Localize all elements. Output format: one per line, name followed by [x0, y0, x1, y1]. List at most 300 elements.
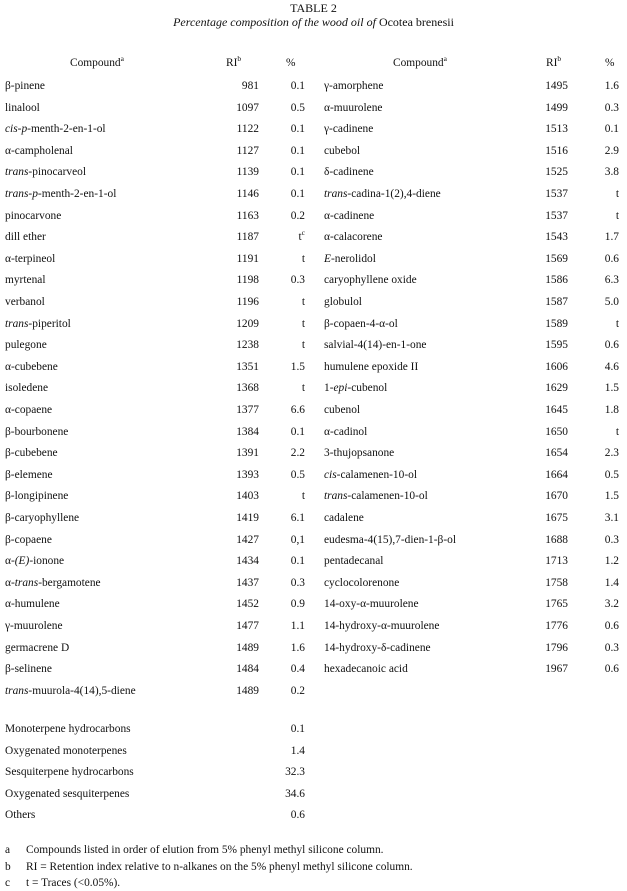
- retention-index: 1606: [545, 361, 568, 373]
- percentage-value: 0.3: [290, 577, 305, 589]
- retention-index: 1654: [545, 447, 568, 459]
- retention-index: 1586: [545, 274, 568, 286]
- percentage-value: 1.8: [604, 404, 619, 416]
- header-ri-right: $RI^b$: [546, 54, 562, 69]
- percentage: [265, 597, 305, 611]
- percentage-value: 0.6: [604, 620, 619, 632]
- percentage: [265, 619, 305, 633]
- retention-index: 1513: [545, 123, 568, 135]
- retention-index: 1537: [545, 188, 568, 200]
- retention-index: 1537: [545, 210, 568, 222]
- retention-index: 1403: [236, 490, 259, 502]
- compound-name-part: globulol: [324, 296, 362, 308]
- compound-name-part: α-: [5, 555, 15, 567]
- table-subtitle: [0, 15, 627, 30]
- compound-name-part: eudesma-4(15),7-dien-1-β-ol: [324, 534, 456, 546]
- percentage: [577, 295, 619, 309]
- compound-name: [5, 101, 40, 115]
- compound-name-italic: trans: [5, 166, 29, 178]
- percentage: [265, 295, 305, 309]
- compound-name: [5, 295, 45, 309]
- compound-name-part: β-elemene: [5, 469, 53, 481]
- compound-name: [5, 489, 68, 503]
- percentage: [265, 187, 305, 201]
- retention-index: 1525: [545, 166, 568, 178]
- compound-name-part: -pinocarveol: [28, 166, 86, 178]
- percentage-value: 2.3: [604, 447, 619, 459]
- compound-name-part: isoledene: [5, 382, 49, 394]
- percentage-value: t: [301, 318, 305, 330]
- percentage: [577, 511, 619, 525]
- compound-name-part: linalool: [5, 102, 40, 114]
- retention-index: 1569: [545, 253, 568, 265]
- retention-index: 1758: [545, 577, 568, 589]
- compound-name-italic: trans: [14, 577, 39, 589]
- percentage: [577, 252, 619, 266]
- percentage: [577, 641, 619, 655]
- compound-name-part: -piperitol: [28, 318, 71, 330]
- compound-name-part: germacrene D: [5, 642, 70, 654]
- percentage: [577, 360, 619, 374]
- percentage-value: 0.3: [290, 274, 305, 286]
- retention-index: 1368: [236, 382, 259, 394]
- compound-name: [324, 489, 428, 503]
- compound-name: [324, 338, 426, 352]
- compound-name: [324, 425, 367, 439]
- compound-name-italic: (E): [14, 555, 30, 567]
- compound-name-part: humulene epoxide II: [324, 361, 419, 373]
- compound-name: [324, 446, 394, 460]
- header-pct-right: %: [605, 57, 615, 69]
- compound-name-italic: cis-p: [5, 123, 28, 135]
- percentage-value: 0.2: [290, 685, 305, 697]
- percentage: [577, 187, 619, 201]
- percentage: [265, 446, 305, 460]
- percentage-value: 0.1: [290, 188, 305, 200]
- compound-name: [324, 554, 383, 568]
- retention-index: 1543: [545, 231, 568, 243]
- compound-name: [5, 662, 52, 676]
- subtitle-prefix: Percentage composition of the wood oil of: [173, 15, 376, 29]
- percentage: [265, 468, 305, 482]
- compound-name-italic: cis: [324, 469, 337, 481]
- retention-index: 1377: [236, 404, 259, 416]
- compound-name-part: 14-oxy-α-muurolene: [324, 598, 419, 610]
- percentage: [577, 619, 619, 633]
- percentage-value: 0.3: [604, 642, 619, 654]
- footnote-letter: c: [5, 877, 11, 889]
- compound-name: [324, 187, 441, 201]
- header-ri-left: $RI^b$: [226, 54, 242, 69]
- percentage-value: 0.3: [604, 102, 619, 114]
- percentage: [265, 273, 305, 287]
- summary-percentage: 1.4: [290, 745, 305, 757]
- compound-name-part: β-cubebene: [5, 447, 58, 459]
- compound-name-part: -nerolidol: [330, 253, 376, 265]
- percentage: [577, 101, 619, 115]
- percentage: [265, 165, 305, 179]
- percentage-value: 1.4: [604, 577, 619, 589]
- compound-name-part: 14-hydroxy-δ-cadinene: [324, 642, 431, 654]
- header-compound-right: Compound$^a$: [393, 54, 447, 69]
- compound-name-part: β-pinene: [5, 80, 45, 92]
- percentage-value: 0.5: [604, 469, 619, 481]
- retention-index: 1713: [545, 555, 568, 567]
- percentage: [577, 209, 619, 223]
- summary-percentage: 32.3: [285, 766, 305, 778]
- percentage: [265, 554, 305, 568]
- compound-name-part: β-copaen-4-α-ol: [324, 318, 398, 330]
- retention-index: 1489: [236, 685, 259, 697]
- compound-name-part: α-cadinol: [324, 426, 368, 438]
- subtitle-species: Ocotea brenesii: [378, 15, 454, 29]
- percentage: [265, 489, 305, 503]
- percentage-value: 0.1: [290, 555, 305, 567]
- percentage-value: 0.5: [290, 102, 305, 114]
- percentage-value: 6.1: [290, 512, 305, 524]
- retention-index: 981: [241, 80, 259, 92]
- percentage-value: 0.1: [290, 145, 305, 157]
- retention-index: 1675: [545, 512, 568, 524]
- compound-name-part: pentadecanal: [324, 555, 384, 567]
- percentage: [577, 122, 619, 136]
- compound-name: [5, 209, 61, 223]
- compound-name: [324, 317, 398, 331]
- compound-name: [5, 425, 68, 439]
- compound-name-part: α-terpineol: [5, 253, 56, 265]
- percentage: [265, 684, 305, 698]
- footnote-text: RI = Retention index relative to n-alkanes on the 5% phenyl methyl silicone column.: [26, 861, 413, 873]
- percentage-value: t: [301, 339, 305, 351]
- compound-name: [324, 597, 419, 611]
- compound-name: [324, 360, 418, 374]
- compound-name-part: β-copaene: [5, 534, 52, 546]
- compound-name: [5, 252, 55, 266]
- retention-index: 1595: [545, 339, 568, 351]
- compound-name: [324, 230, 382, 244]
- compound-name: [5, 317, 71, 331]
- retention-index: 1393: [236, 469, 259, 481]
- compound-name-part: verbanol: [5, 296, 45, 308]
- percentage-value: 3.8: [604, 166, 619, 178]
- percentage: [265, 230, 305, 244]
- percentage-value: 2.2: [290, 447, 305, 459]
- retention-index: 1187: [236, 231, 259, 243]
- percentage: [265, 144, 305, 158]
- compound-name-part: δ-cadinene: [324, 166, 374, 178]
- compound-name: [5, 273, 46, 287]
- compound-name-part: α-copaene: [5, 404, 53, 416]
- percentage-value: t: [301, 296, 305, 308]
- compound-name-part: α-muurolene: [324, 102, 383, 114]
- compound-name-italic: trans: [5, 318, 29, 330]
- compound-name-italic: E: [324, 253, 331, 265]
- compound-name-part: 14-hydroxy-α-muurolene: [324, 620, 440, 632]
- compound-name: [5, 122, 106, 136]
- retention-index: 1191: [236, 253, 259, 265]
- retention-index: 1484: [236, 663, 259, 675]
- percentage: [577, 381, 619, 395]
- percentage: [577, 468, 619, 482]
- footnote-text: Compounds listed in order of elution from 5% phenyl methyl silicone column.: [26, 844, 384, 856]
- percentage-value: 1.5: [604, 490, 619, 502]
- summary-percentage: 0.6: [290, 809, 305, 821]
- compound-name-part: cubebol: [324, 145, 361, 157]
- compound-name-italic: trans-p: [5, 188, 38, 200]
- retention-index: 1489: [236, 642, 259, 654]
- compound-name-part: -ionone: [29, 555, 65, 567]
- retention-index: 1122: [236, 123, 259, 135]
- percentage: [265, 360, 305, 374]
- footnote-marker: c: [301, 228, 305, 238]
- compound-name: [324, 641, 431, 655]
- table-title: TABLE 2: [290, 1, 337, 15]
- compound-name: [5, 533, 52, 547]
- percentage: [577, 230, 619, 244]
- retention-index: 1477: [236, 620, 259, 632]
- compound-name-italic: trans: [5, 685, 29, 697]
- retention-index: 1434: [236, 555, 259, 567]
- percentage: [577, 317, 619, 331]
- compound-name: [324, 79, 383, 93]
- percentage: [577, 576, 619, 590]
- compound-name: [5, 381, 48, 395]
- compound-name: [5, 403, 52, 417]
- retention-index: 1146: [236, 188, 259, 200]
- retention-index: 1650: [545, 426, 568, 438]
- compound-name: [5, 468, 53, 482]
- compound-name: [5, 684, 136, 698]
- compound-name-part: cadalene: [324, 512, 364, 524]
- compound-name: [5, 511, 79, 525]
- compound-name: [324, 468, 417, 482]
- summary-label: Others: [5, 809, 36, 821]
- percentage: [265, 662, 305, 676]
- retention-index: 1589: [545, 318, 568, 330]
- percentage-value: t: [301, 253, 305, 265]
- compound-name-part: -bergamotene: [38, 577, 101, 589]
- retention-index: 1196: [236, 296, 259, 308]
- percentage: [577, 597, 619, 611]
- compound-name-part: pinocarvone: [5, 210, 62, 222]
- percentage-value: 0.6: [604, 253, 619, 265]
- percentage: [265, 511, 305, 525]
- retention-index: 1452: [236, 598, 259, 610]
- retention-index: 1097: [236, 102, 259, 114]
- compound-name-part: α-: [5, 577, 15, 589]
- footnote-text: t = Traces (<0.05%).: [26, 877, 121, 889]
- percentage: [577, 554, 619, 568]
- percentage: [577, 273, 619, 287]
- compound-name-part: α-humulene: [5, 598, 60, 610]
- retention-index: 1495: [545, 80, 568, 92]
- percentage: [577, 403, 619, 417]
- percentage: [265, 403, 305, 417]
- compound-name-part: β-longipinene: [5, 490, 69, 502]
- summary-percentage: 34.6: [285, 788, 305, 800]
- retention-index: 1198: [236, 274, 259, 286]
- percentage-value: 4.6: [604, 361, 619, 373]
- percentage: [577, 144, 619, 158]
- compound-name-part: β-caryophyllene: [5, 512, 80, 524]
- compound-name: [5, 446, 58, 460]
- compound-name: [5, 144, 73, 158]
- retention-index: 1139: [236, 166, 259, 178]
- retention-index: 1163: [236, 210, 259, 222]
- percentage-value: 6.6: [290, 404, 305, 416]
- percentage-value: 0.1: [290, 80, 305, 92]
- percentage-value: 0.2: [290, 210, 305, 222]
- percentage: [577, 425, 619, 439]
- compound-name: [324, 511, 364, 525]
- retention-index: 1516: [545, 145, 568, 157]
- compound-name-part: cyclocolorenone: [324, 577, 400, 589]
- percentage-value: 0.1: [290, 166, 305, 178]
- percentage: [265, 209, 305, 223]
- percentage-value: t: [298, 231, 302, 243]
- summary-percentage: 0.1: [290, 723, 305, 735]
- percentage-value: 0.1: [290, 123, 305, 135]
- percentage-value: 1.7: [604, 231, 619, 243]
- compound-name: [324, 403, 360, 417]
- compound-name: [324, 101, 382, 115]
- percentage-value: 2.9: [604, 145, 619, 157]
- compound-name-part: pulegone: [5, 339, 47, 351]
- header-compound-left: Compound$^a$: [70, 54, 124, 69]
- percentage-value: 0,1: [290, 534, 305, 546]
- percentage: [577, 165, 619, 179]
- compound-name: [5, 165, 86, 179]
- retention-index: 1351: [236, 361, 259, 373]
- percentage-value: 1.5: [604, 382, 619, 394]
- summary-label: Oxygenated monoterpenes: [5, 745, 127, 757]
- compound-name: [324, 273, 417, 287]
- summary-label: Sesquiterpene hydrocarbons: [5, 766, 134, 778]
- percentage-value: 0.4: [290, 663, 305, 675]
- compound-name: [5, 230, 46, 244]
- compound-name-part: γ-cadinene: [324, 123, 374, 135]
- compound-name-italic: trans: [324, 490, 348, 502]
- percentage-value: 5.0: [604, 296, 619, 308]
- percentage: [577, 662, 619, 676]
- percentage-value: 1.5: [290, 361, 305, 373]
- percentage-value: t: [615, 426, 619, 438]
- compound-name-part: cubenol: [324, 404, 361, 416]
- compound-name-part: myrtenal: [5, 274, 46, 286]
- compound-name-part: hexadecanoic acid: [324, 663, 408, 675]
- percentage: [265, 425, 305, 439]
- compound-name: [5, 641, 69, 655]
- compound-name-part: caryophyllene oxide: [324, 274, 417, 286]
- percentage: [265, 252, 305, 266]
- percentage-value: t: [615, 210, 619, 222]
- compound-name: [5, 576, 101, 590]
- compound-name-italic: epi: [333, 382, 348, 394]
- compound-name-part: α-campholenal: [5, 145, 73, 157]
- percentage: [265, 317, 305, 331]
- retention-index: 1688: [545, 534, 568, 546]
- percentage-value: 0.3: [604, 534, 619, 546]
- retention-index: 1967: [545, 663, 568, 675]
- percentage-value: 1.1: [290, 620, 305, 632]
- percentage-value: 1.2: [604, 555, 619, 567]
- retention-index: 1238: [236, 339, 259, 351]
- percentage-value: 3.2: [604, 598, 619, 610]
- compound-name-part: γ-muurolene: [5, 620, 63, 632]
- percentage: [577, 533, 619, 547]
- percentage-value: 6.3: [604, 274, 619, 286]
- percentage: [265, 122, 305, 136]
- retention-index: 1796: [545, 642, 568, 654]
- percentage-value: 0.1: [290, 426, 305, 438]
- compound-name: [5, 619, 63, 633]
- percentage-value: 0.1: [604, 123, 619, 135]
- compound-name-part: 1-: [324, 382, 334, 394]
- compound-name: [324, 662, 408, 676]
- retention-index: 1587: [545, 296, 568, 308]
- compound-name: [324, 122, 373, 136]
- percentage-value: 0.6: [604, 663, 619, 675]
- compound-name-part: -calamenen-10-ol: [336, 469, 417, 481]
- retention-index: 1645: [545, 404, 568, 416]
- compound-name-part: 3-thujopsanone: [324, 447, 395, 459]
- compound-name-part: γ-amorphene: [324, 80, 384, 92]
- percentage: [265, 381, 305, 395]
- percentage-value: 3.1: [604, 512, 619, 524]
- compound-name-part: α-calacorene: [324, 231, 383, 243]
- compound-name: [324, 381, 387, 395]
- compound-name: [5, 338, 47, 352]
- compound-name: [324, 209, 374, 223]
- compound-name-italic: trans: [324, 188, 348, 200]
- percentage: [265, 533, 305, 547]
- compound-name: [324, 533, 456, 547]
- footnote-letter: b: [5, 861, 11, 873]
- summary-label: Oxygenated sesquiterpenes: [5, 788, 130, 800]
- retention-index: 1391: [236, 447, 259, 459]
- percentage: [577, 338, 619, 352]
- compound-name: [324, 576, 399, 590]
- percentage-value: 0.5: [290, 469, 305, 481]
- retention-index: 1127: [236, 145, 259, 157]
- percentage-value: t: [615, 188, 619, 200]
- header-pct-left: %: [286, 57, 296, 69]
- compound-name-part: β-selinene: [5, 663, 52, 675]
- retention-index: 1209: [236, 318, 259, 330]
- compound-name: [324, 165, 374, 179]
- percentage: [577, 79, 619, 93]
- compound-name-part: salvial-4(14)-en-1-one: [324, 339, 427, 351]
- retention-index: 1384: [236, 426, 259, 438]
- percentage-value: t: [301, 490, 305, 502]
- percentage-value: 1.6: [290, 642, 305, 654]
- percentage-value: t: [301, 382, 305, 394]
- compound-name: [324, 619, 439, 633]
- compound-name: [5, 79, 45, 93]
- retention-index: 1670: [545, 490, 568, 502]
- compound-name: [324, 252, 376, 266]
- percentage-value: 0.6: [604, 339, 619, 351]
- compound-name-part: -menth-2-en-1-ol: [37, 188, 117, 200]
- retention-index: 1437: [236, 577, 259, 589]
- compound-name-part: -muurola-4(14),5-diene: [28, 685, 136, 697]
- retention-index: 1499: [545, 102, 568, 114]
- compound-name: [5, 187, 116, 201]
- compound-name: [5, 360, 58, 374]
- retention-index: 1427: [236, 534, 259, 546]
- retention-index: 1664: [545, 469, 568, 481]
- retention-index: 1776: [545, 620, 568, 632]
